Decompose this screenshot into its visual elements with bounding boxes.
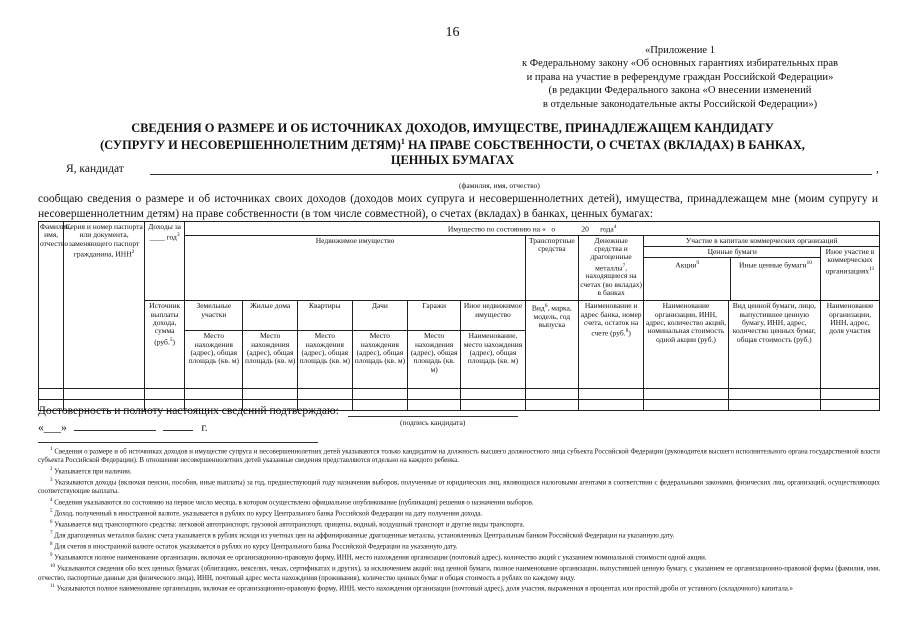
table-cell[interactable]: [352, 400, 408, 411]
table-cell[interactable]: [297, 389, 352, 400]
th-flats-loc: Место нахождения (адрес), общая площадь (кв. м): [299, 331, 351, 366]
th-other-realty-text: Иное недвижимое имущество: [461, 301, 525, 331]
th-land-text: Земельные участки: [185, 301, 242, 331]
table-cell[interactable]: [243, 389, 298, 400]
property-month-field[interactable]: о: [551, 224, 556, 234]
th-income-source-text: Источник выплаты дохода, сумма (руб.: [149, 301, 181, 347]
income-year-field[interactable]: ____: [149, 232, 165, 242]
title-part: НА ПРАВЕ СОБСТВЕННОСТИ, О СЧЕТАХ (ВКЛАДАХ) В БАНКАХ,: [404, 138, 805, 153]
th-transport-desc: [525, 301, 578, 389]
footnote-number: 9: [50, 553, 53, 559]
th-dachas-loc: Место нахождения (адрес), общая площадь (кв. м): [354, 331, 406, 366]
footnote: [38, 446, 880, 466]
date-year-suffix: г.: [201, 422, 208, 434]
th-shares: [644, 258, 731, 300]
th-other-securities: [731, 258, 820, 300]
footnote-number: 10: [50, 564, 55, 570]
footnote-text: Сведения о размере и об источниках доходов и имуществе супруга и несовершеннолетних детей указываются только кандидатом на должность высшего должностного лица субъекта Российской Федерации (руководителя высшего исполнительного органа государственной власти субъекта Российской Федерации). В отношении несовершеннолетних детей указанные сведения представляются отдельно на каждого ребенка.: [38, 448, 880, 465]
property-year-field[interactable]: 20: [581, 224, 589, 234]
th-income-source-tail: ): [172, 337, 175, 347]
th-money: [578, 235, 644, 301]
th-flats: [297, 301, 352, 389]
candidate-comma: ,: [876, 163, 879, 175]
footnote-text: Указываются сведения обо всех ценных бумагах (облигациях, векселях, чеках, сертификатах и других), за исключением акций: вид ценной бумаги, полное наименование организации, выпустившей ценную бумагу, с указанием ее организационно-правовой формы (фамилия, имя, отчество, паспортные данные для физического лица), ИНН, почтовый адрес места нахождения (проживания), количество ценных бумаг и общая стоимость в рублях по каждому виду.: [38, 565, 880, 582]
th-land-loc: Место нахождения (адрес), общая площадь (кв. м): [188, 331, 240, 366]
footnote-text: Указывается вид транспортного средства: легковой автотранспорт, грузовой автотранспорт, прицепы, водный, воздушный транспорт и другие виды транспорта.: [54, 521, 525, 529]
footnote: [38, 466, 880, 477]
candidate-label: Я, кандидат: [66, 163, 124, 175]
date-line: [38, 422, 208, 434]
th-money-desc-text: Наименование и адрес банка, номер счета, остаток на счете (руб.: [580, 301, 642, 338]
footnote-ref: 9: [696, 260, 700, 267]
table-cell[interactable]: [64, 389, 145, 400]
footnote-number: 5: [50, 508, 53, 514]
footnote: [38, 508, 880, 519]
footnote-text: Указываются полное наименование организации, включая ее организационно-правовую форму, ИНН, место нахождения организации (почтовый адрес), количество акций с указанием номинальной стоимости одной акции.: [54, 554, 707, 562]
th-other-participation: [821, 247, 880, 301]
table-cell[interactable]: [728, 389, 821, 400]
title-line: СВЕДЕНИЯ О РАЗМЕРЕ И ОБ ИСТОЧНИКАХ ДОХОДОВ, ИМУЩЕСТВЕ, ПРИНАДЛЕЖАЩЕМ КАНДИДАТУ: [131, 121, 774, 135]
th-property-text: Имущество по состоянию на «: [447, 224, 546, 234]
footnote-text: Для драгоценных металлов баланс счета указывается в рублях исходя из учетных цен на аффинированные драгоценные металлы, установленных Центральным банком Российской Федерации на указанную дату.: [54, 532, 675, 540]
th-securities-block: [644, 247, 821, 301]
footnote-number: 7: [50, 531, 53, 537]
candidate-hint: (фамилия, имя, отчество): [459, 181, 540, 190]
appendix-line: «Приложение 1: [644, 45, 716, 56]
footnote-number: 3: [50, 477, 53, 483]
th-garages-loc: Место нахождения (адрес), общая площадь (кв. м): [410, 331, 458, 374]
th-money-desc: [578, 301, 644, 389]
table-row: [39, 389, 880, 400]
footnote-ref: 1: [400, 137, 405, 147]
appendix-line: к Федеральному закону «Об основных гарантиях избирательных прав: [521, 58, 839, 70]
table-cell[interactable]: [578, 400, 644, 411]
footnote-ref: 7: [622, 262, 626, 269]
table-cell[interactable]: [408, 389, 461, 400]
footnotes: [38, 446, 880, 594]
th-other-sec-text: Иные ценные бумаги: [738, 260, 807, 270]
th-securities-sub: [644, 258, 820, 300]
th-land: [185, 301, 243, 389]
appendix-line: и права на участие в референдуме граждан Российской Федерации»: [526, 71, 834, 83]
signature-field[interactable]: [348, 416, 518, 417]
th-transport-desc-tail: , марка, модель, год выпуска: [533, 303, 572, 330]
th-income-label: Доходы за: [148, 222, 181, 231]
th-income-source: [144, 301, 184, 389]
th-money-desc-tail: ): [628, 328, 631, 338]
footnote-text: Сведения указываются по состоянию на первое число месяца, в котором осуществлено официальное опубликование (публикация) решения о назначении выборов.: [54, 499, 534, 507]
th-property-state: [185, 222, 880, 236]
table-cell[interactable]: [461, 389, 526, 400]
th-other-realty-loc: Наименование, место нахождения (адрес), общая площадь (кв. м): [463, 331, 523, 366]
th-passport: [64, 222, 145, 389]
th-dachas-text: Дачи: [353, 301, 408, 331]
footnote-ref: 11: [869, 265, 875, 272]
document-title: [40, 121, 865, 167]
footnote-ref: 10: [806, 260, 813, 267]
candidate-name-field[interactable]: [150, 174, 872, 175]
table-cell[interactable]: [821, 389, 880, 400]
footnote-ref: 4: [613, 224, 617, 230]
date-day-field[interactable]: «___»: [38, 422, 67, 434]
appendix-heading: [480, 44, 880, 111]
footnote: [38, 519, 880, 530]
footnote-number: 4: [50, 497, 53, 503]
footnote: [38, 530, 880, 541]
footnote: [38, 563, 880, 583]
footnote: [38, 583, 880, 594]
footnote: [38, 552, 880, 563]
footnote-number: 8: [50, 542, 53, 548]
th-shares-text: Акции: [675, 260, 697, 270]
th-property-year-word: года: [600, 224, 614, 234]
footnote-ref: 2: [131, 248, 135, 255]
th-income-year-word: год: [166, 232, 177, 242]
th-other-sec-desc: Вид ценной бумаги, лицо, выпустившее ценную бумагу, ИНН, адрес, количество ценных бумаг, общая стоимость (руб.): [728, 301, 821, 389]
th-participation: Участие в капитале коммерческих организаций: [644, 235, 880, 246]
th-houses-text: Жилые дома: [243, 301, 297, 331]
date-year-field[interactable]: [163, 430, 193, 431]
footnote-number: 2: [50, 466, 53, 472]
table-cell[interactable]: [578, 389, 644, 400]
th-passport-text: Серия и номер паспорта или документа, заменяющего паспорт гражданина, ИНН: [65, 222, 143, 259]
th-shares-desc: Наименование организации, ИНН, адрес, количество акций, номинальная стоимость одной акции (руб.): [644, 301, 728, 389]
table-cell[interactable]: [461, 400, 526, 411]
footnote-divider: [38, 442, 318, 443]
table-cell[interactable]: [525, 389, 578, 400]
table-cell[interactable]: [525, 400, 578, 411]
th-transport: Транспортные средства: [525, 235, 578, 301]
footnote-text: Указывается при наличии.: [54, 468, 132, 476]
table-cell[interactable]: [644, 400, 728, 411]
th-garages: [408, 301, 461, 389]
th-garages-text: Гаражи: [408, 301, 460, 331]
th-realty: Недвижимое имущество: [185, 235, 526, 301]
appendix-line: в отдельные законодательные акты Российской Федерации»): [542, 98, 818, 110]
date-month-field[interactable]: [74, 430, 156, 431]
table-cell[interactable]: [821, 400, 880, 411]
th-other-realty: [461, 301, 526, 389]
title-line: ЦЕННЫХ БУМАГАХ: [390, 152, 515, 167]
footnote: [38, 541, 880, 552]
table-cell[interactable]: [644, 389, 728, 400]
signature-hint: (подпись кандидата): [400, 418, 466, 427]
footnote-text: Доход, полученный в иностранной валюте, указывается в рублях по курсу Центрального банка Российской Федерации на дату получения дохода.: [54, 510, 483, 518]
th-dachas: [352, 301, 408, 389]
table-cell[interactable]: [185, 389, 243, 400]
title-part: (СУПРУГУ И НЕСОВЕРШЕННОЛЕТНИМ ДЕТЯМ): [100, 138, 401, 153]
th-other-part-text: Иное участие в коммерческих организациях: [825, 247, 875, 276]
table-cell[interactable]: [39, 389, 64, 400]
footnote-ref: 3: [176, 232, 180, 239]
page-number: 16: [445, 25, 460, 40]
table-cell[interactable]: [352, 389, 408, 400]
footnote-ref: 5: [169, 336, 173, 343]
th-other-part-desc: Наименование организации, ИНН, адрес, доля участия: [821, 301, 880, 389]
footnote-number: 11: [50, 584, 55, 590]
th-securities: Ценные бумаги: [644, 247, 820, 258]
declaration-table: [38, 221, 880, 411]
footnote-number: 6: [50, 520, 53, 526]
footnote-text: Для счетов в иностранной валюте остаток указывается в рублях по курсу Центрального банка Российской Федерации на указанную дату.: [54, 543, 458, 551]
intro-text: сообщаю сведения о размере и об источниках своих доходов (доходов моих супруга и несовершеннолетних детей), имущества, принадлежащем мне (моим супругу и несовершеннолетним детям) на праве собственности (в том числе совместной), о счетах (вкладах) в банках, ценных бумагах:: [38, 193, 878, 220]
appendix-line: (в редакции Федерального закона «О внесении изменений: [548, 85, 812, 97]
table-cell[interactable]: [728, 400, 821, 411]
table-cell[interactable]: [408, 400, 461, 411]
th-money-text: Денежные средства и драгоценные металлы: [590, 235, 632, 273]
footnote: [38, 497, 880, 508]
th-houses: [243, 301, 298, 389]
footnote-text: Указываются полное наименование организации, включая ее организационно-правовую форму, ИНН, место нахождения организации (почтовый адрес), доля участия, выраженная в процентах или простой дроби от уставного (складочного) капитала.»: [56, 585, 793, 593]
footnote-ref: 8: [625, 328, 629, 335]
th-income-for: [144, 222, 184, 301]
footnote-ref: 6: [544, 303, 548, 310]
table-cell[interactable]: [144, 389, 184, 400]
th-money-tail: , находящиеся на счетах (во вкладах) в банках: [580, 263, 643, 298]
th-fio: Фамилия, имя, отчество: [39, 222, 64, 389]
footnote: [38, 477, 880, 497]
title-line: [40, 135, 865, 152]
footnote-number: 1: [50, 447, 53, 452]
th-transport-desc-text: Вид: [531, 303, 545, 313]
th-houses-loc: Место нахождения (адрес), общая площадь (кв. м): [244, 331, 296, 366]
th-flats-text: Квартиры: [298, 301, 352, 331]
footnote-text: Указываются доходы (включая пенсии, пособия, иные выплаты) за год, предшествующий году назначения выборов, полученные от юридических лиц, являющихся налоговыми агентами в соответствии с федеральными законами, физических лиц, организаций, осуществляющих соответствующие выплаты.: [38, 479, 880, 496]
confirm-text: Достоверность и полноту настоящих сведений подтверждаю:: [38, 405, 339, 417]
